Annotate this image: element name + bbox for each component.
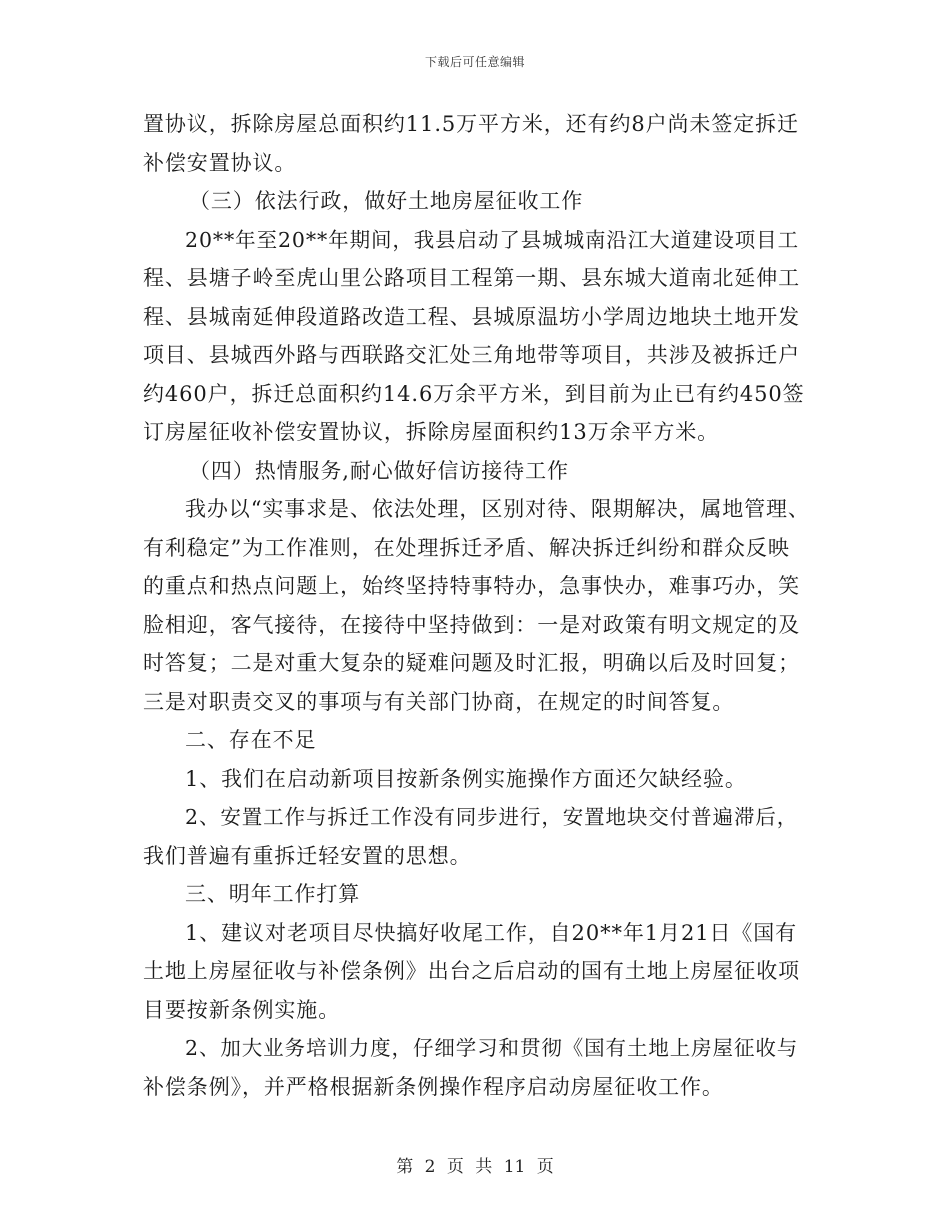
text-line: 目要按新条例实施。: [143, 997, 341, 1022]
text-line: 1、建议对老项目尽快搞好收尾工作，自20**年1月21日《国有: [185, 920, 798, 945]
text-line: 20**年至20**年期间，我县启动了县城城南沿江大道建设项目工: [185, 227, 799, 252]
page-header: 下载后可任意编辑: [424, 55, 525, 69]
page-footer: 第 2 页 共 11 页: [396, 1157, 554, 1177]
text-line: 土地上房屋征收与补偿条例》出台之后启动的国有土地上房屋征收项: [143, 959, 800, 983]
text-line: 程、县塘子岭至虎山里公路项目工程第一期、县东城大道南北延伸工: [143, 266, 800, 290]
text-line: 置协议，拆除房屋总面积约11.5万平方米，还有约8户尚未签定拆迁: [143, 112, 799, 136]
text-line: 我办以“实事求是、依法处理，区别对待、限期解决，属地管理、: [185, 497, 810, 521]
text-line: 的重点和热点问题上，始终坚持特事特办，急事快办，难事巧办，笑: [143, 574, 800, 598]
text-line: 订房屋征收补偿安置协议，拆除房屋面积约13万余平方米。: [143, 420, 720, 444]
text-line: 项目、县城西外路与西联路交汇处三角地带等项目，共涉及被拆迁户: [143, 343, 800, 367]
text-line: 脸相迎，客气接待，在接待中坚持做到：一是对政策有明文规定的及: [143, 612, 800, 637]
text-line: 二、存在不足: [185, 728, 317, 752]
text-line: 三、明年工作打算: [185, 882, 361, 906]
text-line: 有利稳定”为工作准则，在处理拆迁矛盾、解决拆迁纠纷和群众反映: [143, 535, 790, 560]
text-line: 程、县城南延伸段道路改造工程、县城原温坊小学周边地块土地开发: [143, 304, 800, 329]
document-body: [143, 105, 811, 1106]
text-line: 约460户，拆迁总面积约14.6万余平方米，到目前为止已有约450签: [143, 381, 805, 406]
text-line: 2、加大业务培训力度，仔细学习和贯彻《国有土地上房屋征收与: [185, 1036, 799, 1060]
text-line: 2、安置工作与拆迁工作没有同步进行，安置地块交付普遍滞后，: [185, 805, 799, 829]
text-line: 我们普遍有重拆迁轻安置的思想。: [143, 843, 472, 868]
text-line: 1、我们在启动新项目按新条例实施操作方面还欠缺经验。: [185, 766, 747, 791]
text-line: （四）热情服务,耐心做好信访接待工作: [189, 458, 569, 483]
text-line: 补偿安置协议。: [143, 150, 297, 175]
text-line: 补偿条例》，并严格根据新条例操作程序启动房屋征收工作。: [143, 1074, 724, 1099]
text-line: （三）依法行政，做好土地房屋征收工作: [189, 189, 584, 213]
text-line: 时答复；二是对重大复杂的疑难问题及时汇报，明确以后及时回复；: [143, 651, 800, 675]
text-line: 三是对职责交叉的事项与有关部门协商，在规定的时间答复。: [143, 689, 735, 714]
